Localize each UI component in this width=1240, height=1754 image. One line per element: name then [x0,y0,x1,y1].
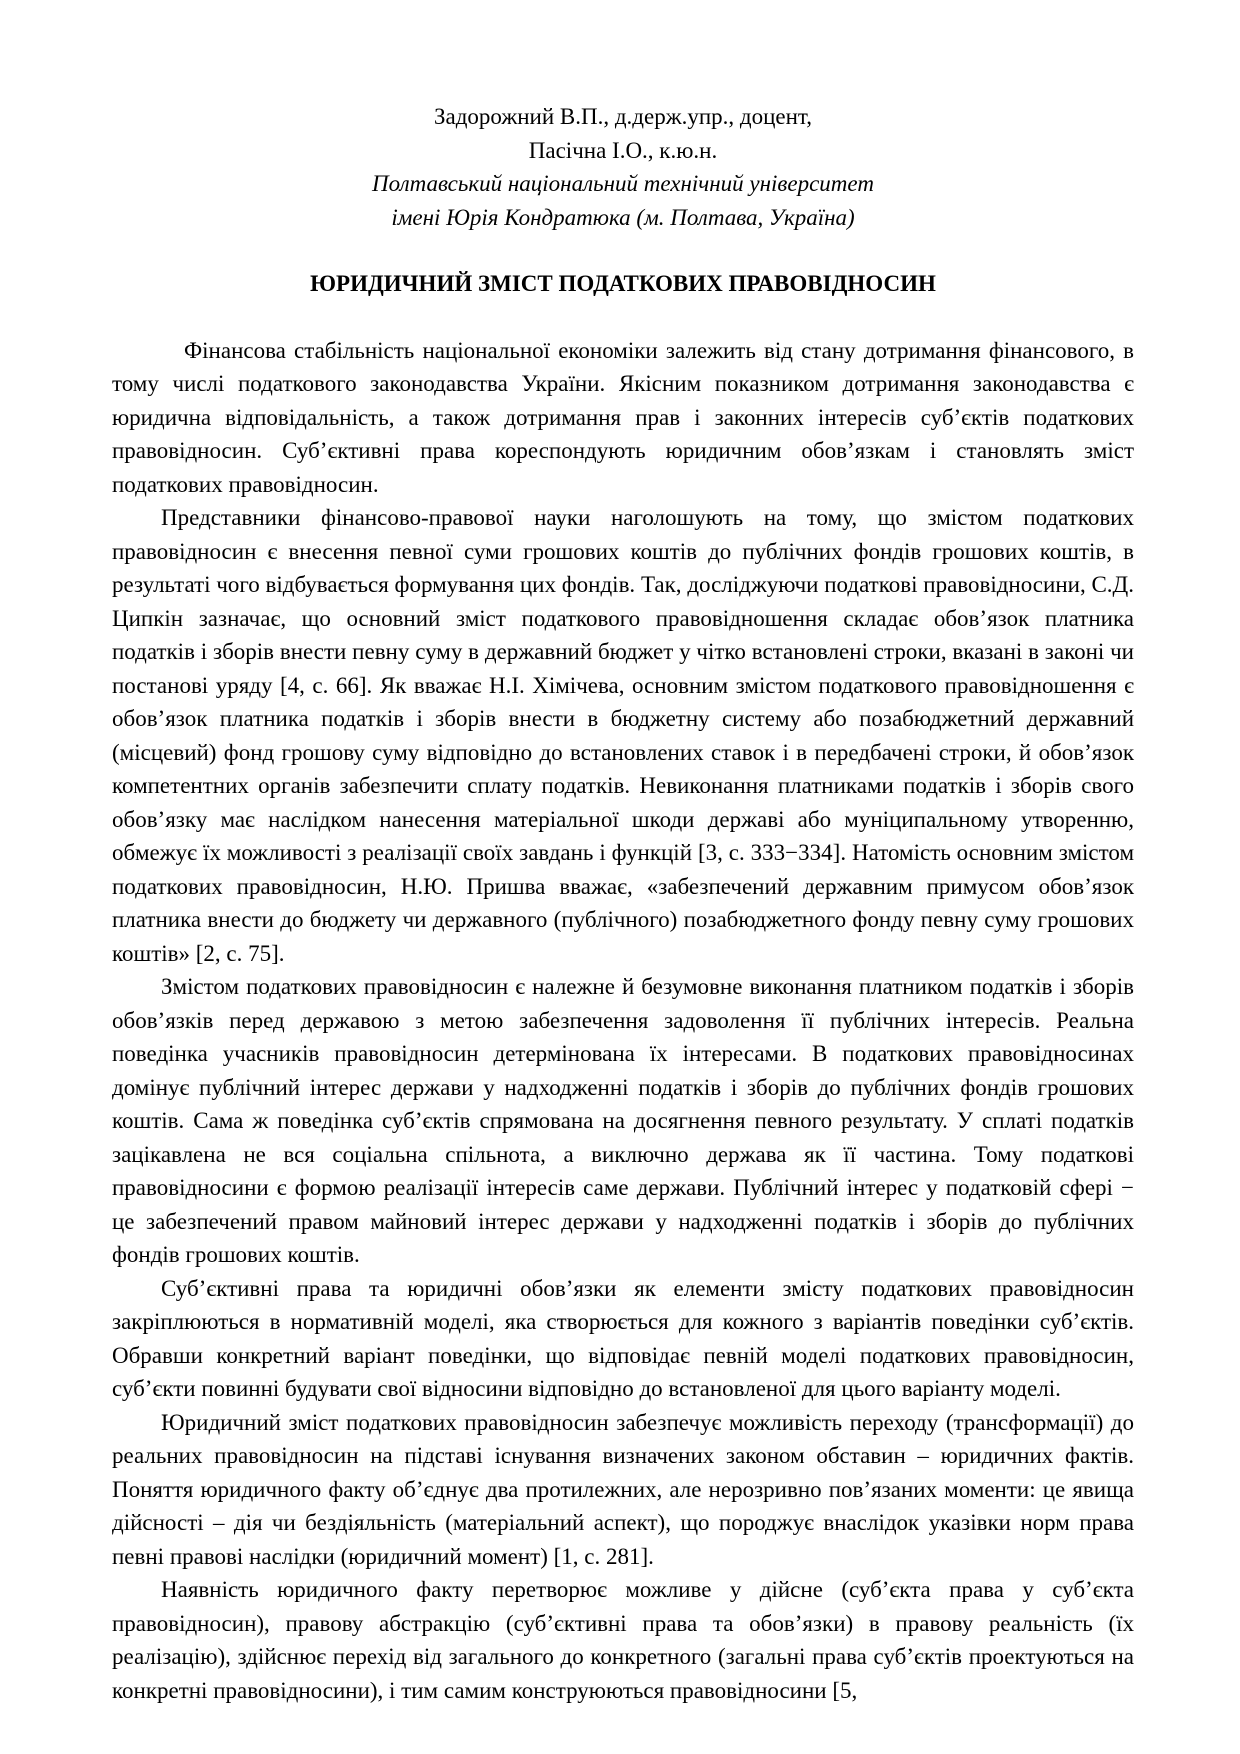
author-line-1: Задорожний В.П., д.держ.упр., доцент, [433,104,813,129]
byline [112,100,1134,234]
paragraph-6: Наявність юридичного факту перетворює можливе у дійсне (суб’єкта права у суб’єкта правовідносин), правову абстракцію (суб’єктивні права та обов’язки) в правову реальність (їх реалізацію), здійснює перехід від загального до конкретного (загальні права суб’єктів проектуються на конкретні правовідносини), і тим самим конструюються правовідносини [5, [112,1577,1134,1703]
paragraph-4: Суб’єктивні права та юридичні обов’язки як елементи змісту податкових правовідносин закріплюються в нормативній моделі, яка створюється для кожного з варіантів поведінки суб’єктів. Обравши конкретний варіант поведінки, що відповідає певній моделі податкових правовідносин, суб’єкти повинні будувати свої відносини відповідно до встановленої для цього варіанту моделі. [112,1275,1134,1401]
affiliation-line-1: Полтавський національний технічний університет [372,171,874,196]
author-line-2: Пасічна І.О., к.ю.н. [528,137,718,163]
page-title: ЮРИДИЧНИЙ ЗМІСТ ПОДАТКОВИХ ПРАВОВІДНОСИН [310,271,936,296]
affiliation-line-2: імені Юрія Кондратюка (м. Полтава, Україна) [391,204,855,230]
paragraph-5: Юридичний зміст податкових правовідносин забезпечує можливість переходу (трансформації) до реальних правовідносин на підставі існування визначених законом обставин – юридичних фактів. Поняття юридичного факту об’єднує два протилежних, але нерозривно пов’язаних моменти: це явища дійсності – дія чи бездіяльність (матеріальний аспект), що породжує внаслідок указівки норм права певні правові наслідки (юридичний момент) [1, с. 281]. [112,1409,1134,1569]
paragraph-1: Фінансова стабільність національної економіки залежить від стану дотримання фінансового, в тому числі податкового законодавства України. Якісним показником дотримання законодавства є юридична відповідальність, а також дотримання прав і законних інтересів суб’єктів податкових правовідносин. Суб’єктивні права кореспондують юридичним обов’язкам і становлять зміст податкових правовідносин. [112,337,1134,497]
paragraph-2: Представники фінансово-правової науки наголошують на тому, що змістом податкових правовідносин є внесення певної суми грошових коштів до публічних фондів грошових коштів, в результаті чого відбувається формування цих фондів. Так, досліджуючи податкові правовідносини, С.Д. Ципкін зазначає, що основний зміст податкового правовідношення складає обов’язок платника податків і зборів внести певну суму в державний бюджет у чітко встановлені строки, вказані в законі чи постанові уряду [4, с. 66]. Як вважає Н.І. Хімічева, основним змістом податкового правовідношення є обов’язок платника податків і зборів внести в бюджетну систему або позабюджетний державний (місцевий) фонд грошову суму відповідно до встановлених ставок і в передбачені строки, й обов’язок компетентних органів забезпечити сплату податків. Невиконання платниками податків і зборів свого обов’язку має наслідком нанесення матеріальної шкоди державі або муніципальному утворенню, обмежує їх можливості з реалізації своїх завдань і функцій [3, с. 333−334]. Натомість основним змістом податкових правовідносин, Н.Ю. Пришва вважає, «забезпечений державним примусом обов’язок платника внести до бюджету чи державного (публічного) позабюджетного фонду певну суму грошових коштів» [2, с. 75]. [112,505,1134,966]
paragraph-3: Змістом податкових правовідносин є належне й безумовне виконання платником податків і зборів обов’язків перед державою з метою забезпечення задоволення її публічних інтересів. Реальна поведінка учасників правовідносин детермінована їх інтересами. В податкових правовідносинах домінує публічний інтерес держави у надходженні податків і зборів до публічних фондів грошових коштів. Сама ж поведінка суб’єктів спрямована на досягнення певного результату. У сплаті податків зацікавлена не вся соціальна спільнота, а виключно держава як її частина. Тому податкові правовідносини є формою реалізації інтересів саме держави. Публічний інтерес у податковій сфері − це забезпечений правом майновий інтерес держави у надходженні податків і зборів до публічних фондів грошових коштів. [112,974,1134,1267]
